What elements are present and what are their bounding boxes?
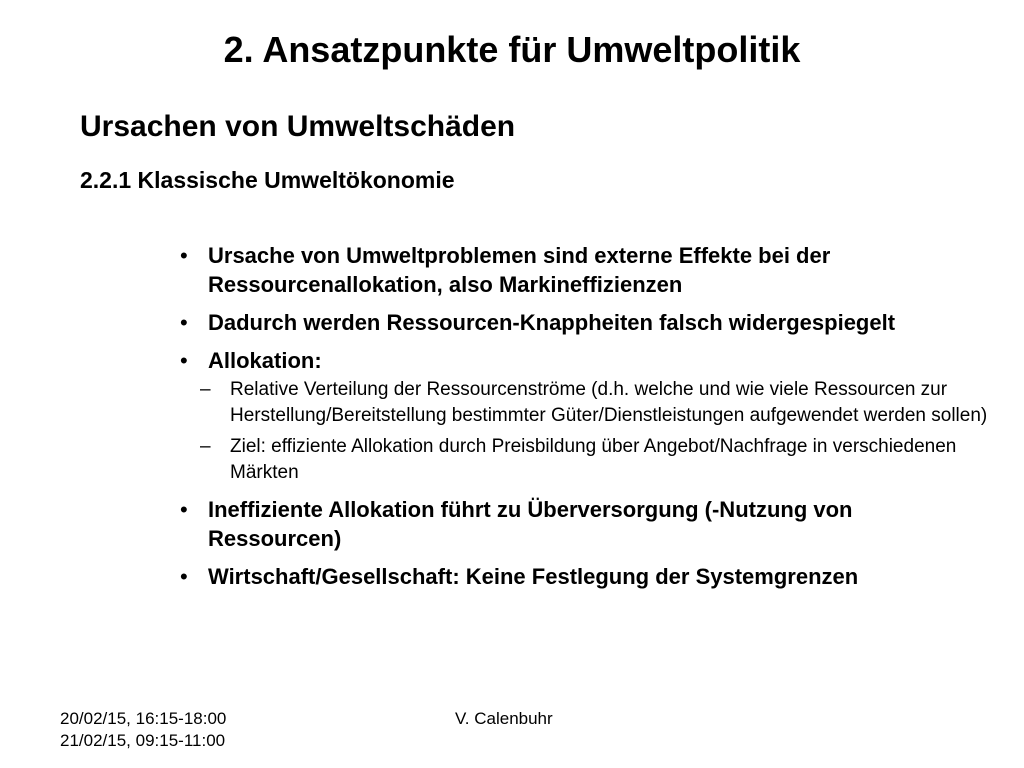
footer-date-line: 20/02/15, 16:15-18:00 [60,709,227,728]
bullet-marker: • [180,310,188,335]
bullet-item [180,346,990,486]
sub-bullet-list [200,377,990,486]
bullet-text: Dadurch werden Ressourcen-Knappheiten falsch widergespiegelt [208,310,896,335]
bullet-text: Allokation: [208,348,322,373]
slide-subtitle: Ursachen von Umweltschäden [80,110,516,143]
dash-marker: – [200,436,211,457]
sub-bullet-item [180,434,990,486]
slide-title: 2. Ansatzpunkte für Umweltpolitik [223,29,801,70]
bullet-text: Wirtschaft/Gesellschaft: Keine Festlegung der Systemgrenzen [208,564,859,589]
sub-bullet-text: Ziel: effiziente Allokation durch Preisbildung über Angebot/Nachfrage in verschiedenen Märkten [230,436,957,483]
bullet-marker: • [180,348,188,373]
bullet-marker: • [180,243,188,268]
section-heading: 2.2.1 Klassische Umweltökonomie [80,167,455,193]
bullet-text: Ursache von Umweltproblemen sind externe Effekte bei der Ressourcenallokation, also Markineffizienzen [208,243,831,297]
footer-date [60,708,226,752]
bullet-item [180,308,990,337]
bullet-list [180,241,990,600]
dash-marker: – [200,379,211,400]
bullet-marker: • [180,564,188,589]
bullet-item [180,241,990,299]
footer-author: V. Calenbuhr [455,709,553,728]
bullet-text: Ineffiziente Allokation führt zu Überversorgung (-Nutzung von Ressourcen) [208,497,853,551]
sub-bullet-item [180,377,990,429]
bullet-item [180,495,990,553]
footer-date-line: 21/02/15, 09:15-11:00 [60,731,226,750]
sub-bullet-text: Relative Verteilung der Ressourcenströme (d.h. welche und wie viele Ressourcen zur Herstellung/Bereitstellung bestimmter Güter/Dienstleistungen aufgewendet werden sollen) [230,379,988,426]
bullet-item [180,562,990,591]
bullet-marker: • [180,497,188,522]
